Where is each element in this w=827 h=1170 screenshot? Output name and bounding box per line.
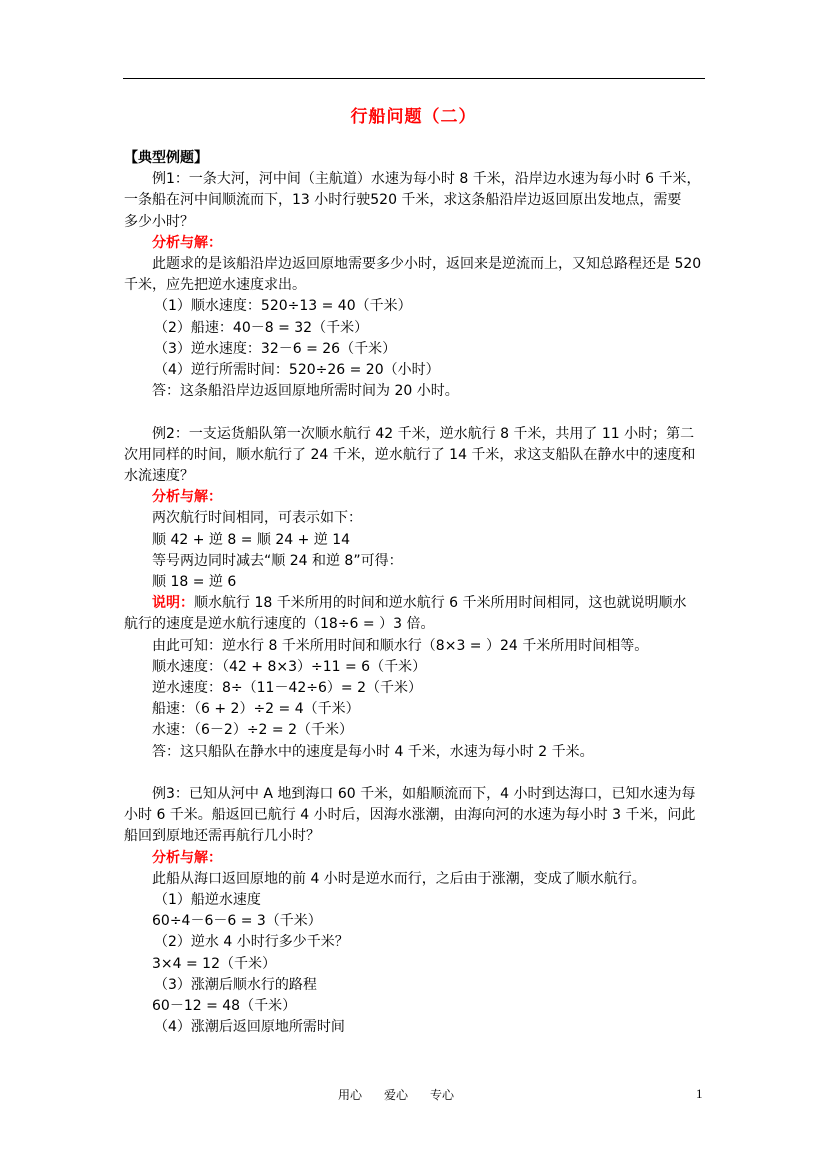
example1-answer: 答：这条船沿岸边返回原地所需时间为 20 小时。 — [152, 383, 459, 400]
example2-analysis-line8: 船速：（6 + 2）÷2 = 4（千米） — [152, 701, 360, 718]
header-rule — [123, 78, 705, 79]
example1-line2: 一条船在河中间顺流而下，13 小时行驶520 千米，求这条船沿岸边返回原出发地点，需要 — [124, 192, 682, 209]
blank-line — [124, 402, 706, 423]
example2-analysis-line7: 逆水速度：8÷（11－42÷6）= 2（千米） — [152, 680, 422, 697]
example1-analysis-line2: 千米，应先把逆水速度求出。 — [124, 277, 306, 294]
example1-step1: （1）顺水速度：520÷13 = 40（千米） — [154, 298, 412, 315]
example1-line3: 多少小时？ — [124, 213, 194, 230]
example2-analysis-line1: 两次航行时间相同，可表示如下： — [152, 510, 362, 527]
section-label: 【典型例题】 — [124, 150, 208, 166]
example3-step1: （1）船逆水速度 — [154, 892, 261, 909]
example1-step4: （4）逆行所需时间：520÷26 = 20（小时） — [154, 362, 440, 379]
example3-analysis-label: 分析与解： — [152, 849, 222, 866]
example2-note — [124, 593, 706, 614]
example3-calc1: 60÷4－6－6 = 3（千米） — [152, 913, 322, 930]
footer-item: 爱心 — [384, 1088, 409, 1102]
example3-analysis-line1: 此船从海口返回原地的前 4 小时是逆水而行，之后由于涨潮，变成了顺水航行。 — [152, 870, 646, 887]
note-text: 顺水航行 18 千米所用的时间和逆水航行 6 千米所用时间相同，这也就说明顺水 — [194, 595, 687, 612]
example3-line1: 例3：已知从河中 A 地到海口 60 千米，如船顺流而下，4 小时到达海口，已知水速为每 — [152, 786, 696, 803]
example3-calc2: 3×4 = 12（千米） — [152, 955, 276, 972]
example2-analysis-line9: 水速：（6－2）÷2 = 2（千米） — [152, 722, 353, 739]
example2-line2: 次用同样的时间，顺水航行了 24 千米，逆水航行了 14 千米，求这支船队在静水中的速度和 — [124, 446, 696, 463]
example2-analysis-line2: 顺 42 + 逆 8 = 顺 24 + 逆 14 — [152, 531, 351, 548]
example1-step3: （3）逆水速度：32－6 = 26（千米） — [154, 340, 397, 357]
example2-answer: 答：这只船队在静水中的速度是每小时 4 千米，水速为每小时 2 千米。 — [152, 743, 594, 760]
example2-line3: 水流速度？ — [124, 468, 194, 485]
example2-analysis-line3: 等号两边同时减去“顺 24 和逆 8”可得： — [152, 552, 403, 569]
blank-line — [124, 763, 706, 784]
example3-line2: 小时 6 千米。船返回已航行 4 小时后，因海水涨潮，由海向河的水速为每小时 3 千米，问此 — [124, 807, 696, 824]
document-body — [124, 148, 706, 1039]
example3-line3: 船回到原地还需再航行几小时？ — [124, 828, 320, 845]
example2-analysis-line5: 由此可知：逆水行 8 千米所用时间和顺水行（8×3 = ）24 千米所用时间相等。 — [152, 637, 649, 654]
example1-analysis-label: 分析与解： — [152, 234, 222, 251]
example2-note-line2: 航行的速度是逆水航行速度的（18÷6 = ）3 倍。 — [124, 616, 435, 633]
example3-step4: （4）涨潮后返回原地所需时间 — [154, 1019, 345, 1036]
example2-analysis-line4: 顺 18 = 逆 6 — [152, 574, 237, 591]
example2-analysis-line6: 顺水速度：（42 + 8×3）÷11 = 6（千米） — [152, 658, 427, 675]
footer-item: 用心 — [338, 1088, 363, 1102]
example1-step2: （2）船速：40－8 = 32（千米） — [154, 319, 369, 336]
example2-analysis-label: 分析与解： — [152, 489, 222, 506]
example3-calc3: 60－12 = 48（千米） — [152, 998, 297, 1015]
footer-item: 专心 — [430, 1088, 455, 1102]
page-title: 行船问题（二） — [350, 107, 477, 127]
example2-line1: 例2：一支运货船队第一次顺水航行 42 千米，逆水航行 8 千米，共用了 11 小时；第二 — [152, 425, 695, 442]
example3-step2: （2）逆水 4 小时行多少千米？ — [154, 934, 349, 951]
note-label: 说明： — [152, 595, 194, 612]
page-number: 1 — [696, 1086, 703, 1101]
example1-line1: 例1：一条大河，河中间（主航道）水速为每小时 8 千米，沿岸边水速为每小时 6 千米， — [152, 171, 701, 188]
example1-analysis-line1: 此题求的是该船沿岸边返回原地需要多少小时，返回来是逆流而上，又知总路程还是 520 — [152, 256, 702, 273]
footer-motto — [338, 1086, 476, 1103]
example3-step3: （3）涨潮后顺水行的路程 — [154, 976, 317, 993]
